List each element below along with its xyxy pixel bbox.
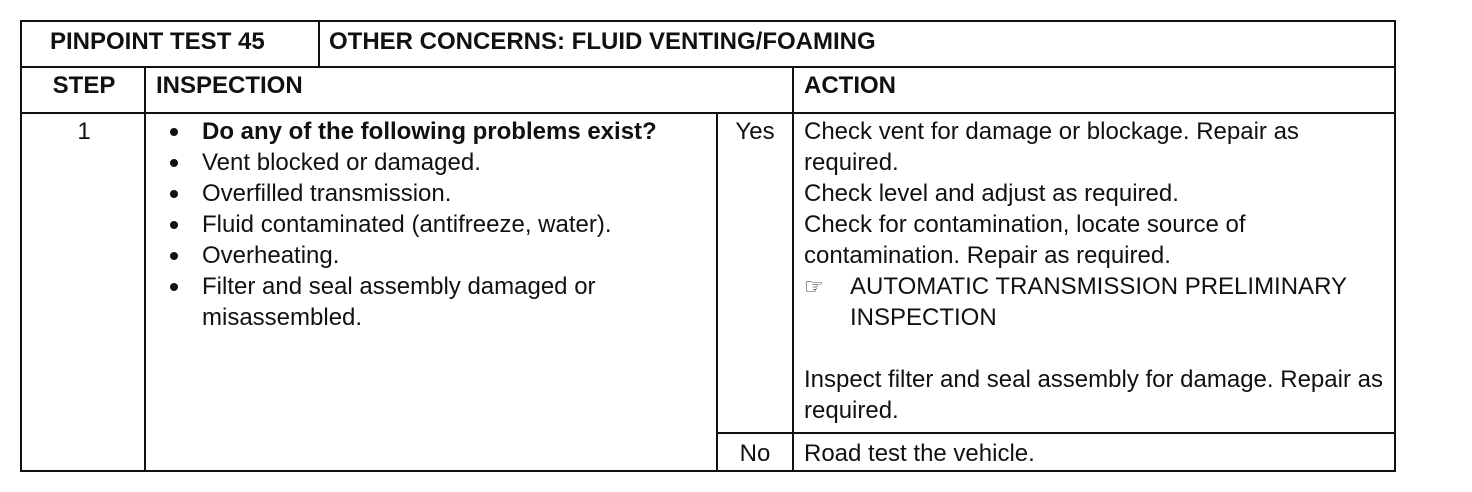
inspection-item-text: Vent blocked or damaged. — [202, 149, 481, 176]
bullet-icon — [170, 128, 178, 136]
inspection-item — [158, 147, 716, 178]
action-column-header: ACTION — [804, 72, 896, 99]
no-label: No — [739, 440, 771, 467]
inspection-column-header: INSPECTION — [156, 72, 303, 99]
inspection-list — [146, 114, 716, 333]
inspection-question — [158, 116, 716, 147]
inspection-item-text: Fluid contaminated (antifreeze, water). — [202, 211, 612, 238]
reference-text: AUTOMATIC TRANSMISSION PRELIMINARY INSPECTION — [850, 273, 1347, 331]
step-number: 1 — [77, 118, 91, 145]
question-text: Do any of the following problems exist? — [202, 118, 657, 145]
inspection-item — [158, 209, 716, 240]
test-title: OTHER CONCERNS: FLUID VENTING/FOAMING — [329, 28, 876, 55]
bullet-icon — [170, 221, 178, 229]
pinpoint-test-table — [20, 20, 1396, 472]
spacer — [804, 333, 1386, 364]
inspection-item-text: Overheating. — [202, 242, 340, 269]
step-column-header: STEP — [52, 72, 116, 99]
test-label: PINPOINT TEST 45 — [50, 28, 265, 55]
bullet-icon — [170, 190, 178, 198]
inspection-item — [158, 240, 716, 271]
bullet-icon — [170, 159, 178, 167]
no-action: Road test the vehicle. — [804, 440, 1035, 467]
inspection-item — [158, 271, 716, 333]
inspection-item — [158, 178, 716, 209]
yes-label: Yes — [735, 118, 775, 145]
bullet-icon — [170, 252, 178, 260]
action-text: Check for contamination, locate source of contamination. Repair as required. — [804, 211, 1246, 269]
reference-link[interactable] — [804, 271, 1386, 333]
result-column-divider — [716, 112, 718, 470]
yes-action — [794, 114, 1394, 426]
action-text: Check vent for damage or blockage. Repair as required. — [804, 118, 1299, 176]
pointing-hand-icon: ☞ — [804, 274, 824, 299]
inspection-item-text: Overfilled transmission. — [202, 180, 452, 207]
final-action-text: Inspect filter and seal assembly for damage. Repair as required. — [804, 366, 1383, 424]
inspection-item-text: Filter and seal assembly damaged or misassembled. — [202, 273, 596, 331]
bullet-icon — [170, 283, 178, 291]
action-text: Check level and adjust as required. — [804, 180, 1179, 207]
